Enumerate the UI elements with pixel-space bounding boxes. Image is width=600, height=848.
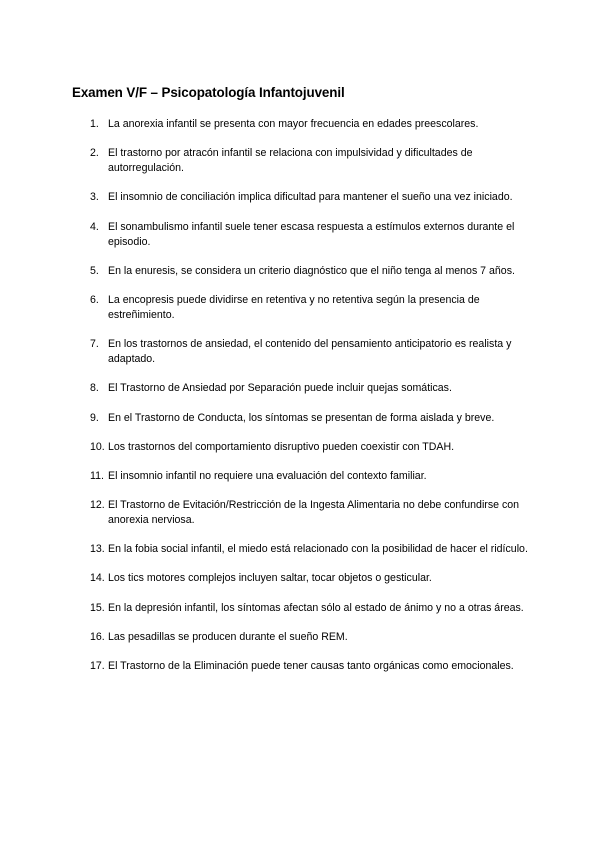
question-number: 5. [90,264,99,277]
question-text: El sonambulismo infantil suele tener escasa respuesta a estímulos externos durante el episodio. [108,220,515,248]
question-number: 1. [90,118,99,130]
question-item [90,190,530,205]
question-number: 16. [90,630,105,643]
question-text: En la fobia social infantil, el miedo está relacionado con la posibilidad de hacer el ridículo. [108,543,528,556]
question-number: 15. [90,601,105,614]
question-item [90,117,530,132]
question-text: El insomnio de conciliación implica dificultad para mantener el sueño una vez iniciado. [108,191,513,204]
question-text: En el Trastorno de Conducta, los síntomas se presentan de forma aislada y breve. [108,411,495,424]
question-item [90,264,530,279]
question-text: El Trastorno de Evitación/Restricción de la Ingesta Alimentaria no debe confundirse con anorexia nerviosa. [108,499,520,527]
question-item [90,498,530,528]
question-number: 10. [90,440,105,453]
question-item [90,411,530,426]
question-item [90,440,530,455]
question-number: 11. [90,469,104,482]
question-number: 8. [90,382,99,395]
question-item [90,337,530,367]
question-number: 17. [90,660,105,672]
question-text: La encopresis puede dividirse en retentiva y no retentiva según la presencia de estreñimiento. [108,293,480,321]
question-text: En la depresión infantil, los síntomas afectan sólo al estado de ánimo y no a otras áreas. [108,601,524,614]
question-text: Los tics motores complejos incluyen saltar, tocar objetos o gesticular. [108,572,432,585]
question-text: En los trastornos de ansiedad, el contenido del pensamiento anticipatorio es realista y adaptado. [108,338,512,366]
question-item [90,630,530,645]
question-number: 4. [90,220,99,233]
question-item [90,146,530,176]
document-title: Examen V/F – Psicopatología Infantojuvenil [72,85,345,100]
question-item [90,659,530,674]
question-item [90,293,530,323]
question-text: El trastorno por atracón infantil se relaciona con impulsividad y dificultades de autorregulación. [108,147,473,175]
question-item [90,220,530,250]
question-text: El Trastorno de Ansiedad por Separación puede incluir quejas somáticas. [108,382,452,395]
question-text: El insomnio infantil no requiere una evaluación del contexto familiar. [108,469,427,482]
question-number: 14. [90,572,105,585]
question-text: Los trastornos del comportamiento disruptivo pueden coexistir con TDAH. [108,440,455,453]
question-number: 6. [90,293,99,306]
question-text: Las pesadillas se producen durante el sueño REM. [108,630,348,643]
question-number: 9. [90,411,99,424]
question-text: En la enuresis, se considera un criterio diagnóstico que el niño tenga al menos 7 años. [108,264,515,277]
question-number: 7. [90,338,99,351]
question-item [90,542,530,557]
question-number: 12. [90,499,105,512]
question-list [90,117,530,688]
question-item [90,381,530,396]
question-item [90,571,530,586]
question-item [90,469,530,484]
question-number: 2. [90,147,99,160]
question-number: 13. [90,543,105,556]
question-text: La anorexia infantil se presenta con mayor frecuencia en edades preescolares. [108,118,479,130]
question-number: 3. [90,191,99,204]
question-text: El Trastorno de la Eliminación puede tener causas tanto orgánicas como emocionales. [108,660,514,672]
question-item [90,601,530,616]
